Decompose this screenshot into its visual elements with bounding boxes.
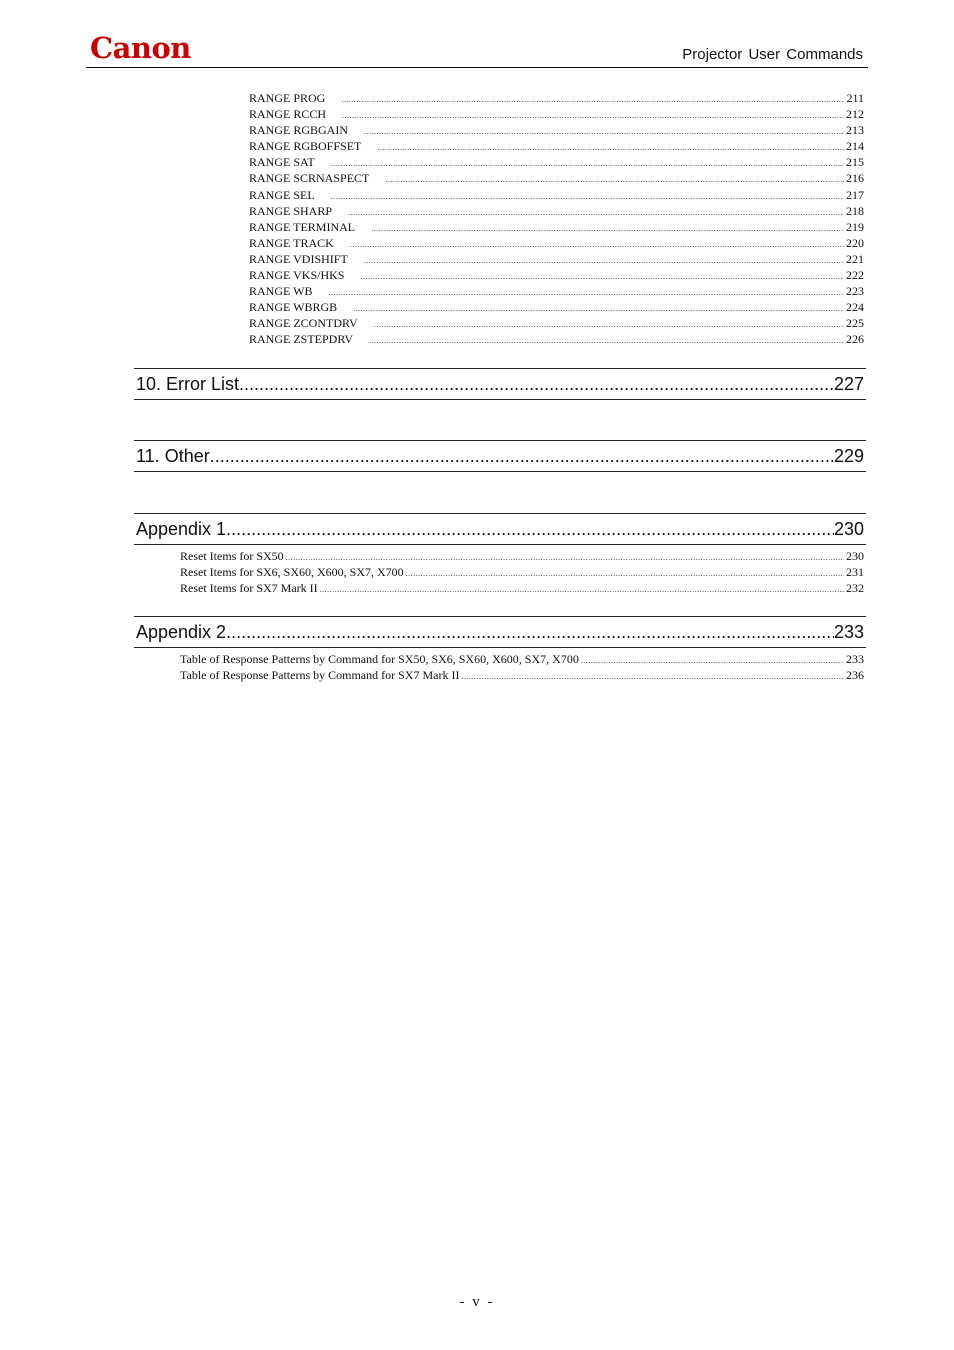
toc-entry-name: Table of Response Patterns by Command for SX50, SX6, SX60, X600, SX7, X700 bbox=[180, 652, 579, 666]
toc-entry-page: 232 bbox=[846, 581, 864, 596]
section-title: 11. Other bbox=[136, 446, 210, 466]
toc-entry[interactable] bbox=[249, 106, 864, 122]
section-title: Appendix 1 bbox=[136, 519, 227, 539]
toc-section-other bbox=[134, 440, 866, 472]
toc-entry[interactable] bbox=[249, 299, 864, 315]
toc-entry-page: 217 bbox=[846, 187, 864, 202]
toc-entry-name: RANGE VKS/HKS bbox=[249, 268, 345, 283]
toc-entry-page: 233 bbox=[846, 652, 864, 666]
toc-entry-page: 230 bbox=[846, 549, 864, 563]
dot-leader bbox=[320, 582, 844, 596]
toc-entry-name: RANGE SAT bbox=[249, 155, 315, 170]
dot-leader bbox=[385, 172, 844, 186]
section-page: 227 bbox=[833, 374, 864, 394]
toc-entry-page: 224 bbox=[846, 300, 864, 315]
toc-entry[interactable] bbox=[249, 267, 864, 283]
section-page: 233 bbox=[833, 622, 864, 642]
toc-entry-name: RANGE WBRGB bbox=[249, 300, 338, 315]
toc-sub-entry-list bbox=[134, 545, 866, 596]
toc-entry[interactable] bbox=[180, 667, 864, 683]
toc-section-heading[interactable] bbox=[134, 617, 866, 647]
dot-leader bbox=[328, 285, 844, 299]
section-rule-bottom bbox=[134, 471, 866, 472]
toc-entry[interactable] bbox=[180, 651, 864, 667]
toc-entry-name: RANGE ZSTEPDRV bbox=[249, 332, 354, 347]
dot-leader bbox=[360, 269, 844, 283]
toc-section-heading[interactable] bbox=[134, 441, 866, 471]
dot-leader bbox=[331, 189, 844, 203]
toc-section-heading[interactable] bbox=[134, 514, 866, 544]
toc-entry-page: 215 bbox=[846, 155, 864, 170]
toc-entry[interactable] bbox=[249, 235, 864, 251]
page-number: - v - bbox=[459, 1294, 495, 1310]
dot-leader bbox=[461, 669, 844, 683]
toc-entry-name: RANGE RCCH bbox=[249, 107, 327, 122]
toc-entry-page: 212 bbox=[846, 107, 864, 122]
dot-leader bbox=[364, 124, 844, 138]
toc-entry-page: 222 bbox=[846, 268, 864, 283]
toc-entry[interactable] bbox=[249, 187, 864, 203]
dot-leader bbox=[371, 221, 844, 235]
toc-entry-page: 220 bbox=[846, 235, 864, 250]
dot-leader bbox=[364, 253, 844, 267]
toc-entry[interactable] bbox=[249, 154, 864, 170]
toc-entry[interactable] bbox=[249, 283, 864, 299]
toc-entry-page: 226 bbox=[846, 332, 864, 347]
toc-entry[interactable] bbox=[249, 219, 864, 235]
toc-entry[interactable] bbox=[180, 580, 864, 596]
toc-entry-page: 225 bbox=[846, 316, 864, 331]
dot-leader bbox=[331, 156, 844, 170]
dot-leader bbox=[286, 550, 844, 564]
toc-entry-page: 213 bbox=[846, 123, 864, 138]
dot-leader bbox=[210, 441, 834, 471]
toc-entry[interactable] bbox=[249, 315, 864, 331]
toc-entry-name: RANGE TERMINAL bbox=[249, 219, 356, 234]
dot-leader bbox=[341, 92, 844, 106]
document-title: Projector User Commands bbox=[682, 46, 863, 63]
toc-entry[interactable] bbox=[249, 90, 864, 106]
toc-entry[interactable] bbox=[180, 564, 864, 580]
toc-entry-name: RANGE TRACK bbox=[249, 235, 334, 250]
toc-section-error-list bbox=[134, 368, 866, 400]
toc-entry-page: 218 bbox=[846, 203, 864, 218]
toc-entry-page: 236 bbox=[846, 668, 864, 683]
section-page: 229 bbox=[833, 446, 864, 466]
dot-leader bbox=[239, 369, 834, 399]
dot-leader bbox=[353, 301, 844, 315]
toc-entry-page: 231 bbox=[846, 565, 864, 580]
toc-entry-page: 216 bbox=[846, 171, 864, 186]
toc-entry-name: Reset Items for SX50 bbox=[180, 549, 284, 563]
dot-leader bbox=[406, 566, 844, 580]
dot-leader bbox=[581, 653, 844, 667]
toc-entry-page: 219 bbox=[846, 219, 864, 234]
toc-entry-name: RANGE RGBOFFSET bbox=[249, 139, 362, 154]
toc-entry[interactable] bbox=[249, 138, 864, 154]
toc-entry-name: RANGE PROG bbox=[249, 91, 326, 105]
range-entry-list bbox=[249, 90, 864, 348]
dot-leader bbox=[369, 333, 844, 347]
toc-entry-name: RANGE SEL bbox=[249, 187, 315, 202]
dot-leader bbox=[374, 317, 844, 331]
toc-entry-name: RANGE WB bbox=[249, 284, 313, 299]
toc-entry[interactable] bbox=[249, 331, 864, 347]
toc-entry-name: RANGE SCRNASPECT bbox=[249, 171, 370, 186]
toc-sub-entry-list bbox=[134, 648, 866, 683]
section-title: Appendix 2 bbox=[136, 622, 227, 642]
toc-section-heading[interactable] bbox=[134, 369, 866, 399]
toc-entry[interactable] bbox=[249, 251, 864, 267]
section-rule-bottom bbox=[134, 399, 866, 400]
toc-entry[interactable] bbox=[180, 548, 864, 564]
toc-entry-page: 221 bbox=[846, 251, 864, 266]
dot-leader bbox=[342, 108, 844, 122]
dot-leader bbox=[350, 237, 844, 251]
toc-entry-name: Reset Items for SX6, SX60, X600, SX7, X700 bbox=[180, 565, 404, 580]
toc-entry-page: 214 bbox=[846, 139, 864, 154]
header-divider bbox=[86, 67, 868, 68]
toc-entry-page: 223 bbox=[846, 284, 864, 299]
toc-entry[interactable] bbox=[249, 170, 864, 186]
dot-leader bbox=[377, 140, 844, 154]
canon-logo: Canon bbox=[90, 31, 191, 65]
toc-entry-name: RANGE ZCONTDRV bbox=[249, 316, 358, 331]
dot-leader bbox=[226, 514, 834, 544]
toc-entry-page: 211 bbox=[846, 91, 864, 105]
toc-entry-name: Reset Items for SX7 Mark II bbox=[180, 581, 318, 596]
dot-leader bbox=[226, 617, 834, 647]
section-page: 230 bbox=[833, 519, 864, 539]
toc-section-appendix-2 bbox=[134, 616, 866, 683]
toc-entry-name: RANGE VDISHIFT bbox=[249, 251, 348, 266]
toc-entry-name: Table of Response Patterns by Command for SX7 Mark II bbox=[180, 668, 460, 683]
toc-entry-name: RANGE SHARP bbox=[249, 203, 333, 218]
section-title: 10. Error List bbox=[136, 374, 240, 394]
toc-entry-name: RANGE RGBGAIN bbox=[249, 123, 348, 138]
toc-entry[interactable] bbox=[249, 203, 864, 219]
toc-section-appendix-1 bbox=[134, 513, 866, 596]
dot-leader bbox=[348, 205, 844, 219]
toc-entry[interactable] bbox=[249, 122, 864, 138]
